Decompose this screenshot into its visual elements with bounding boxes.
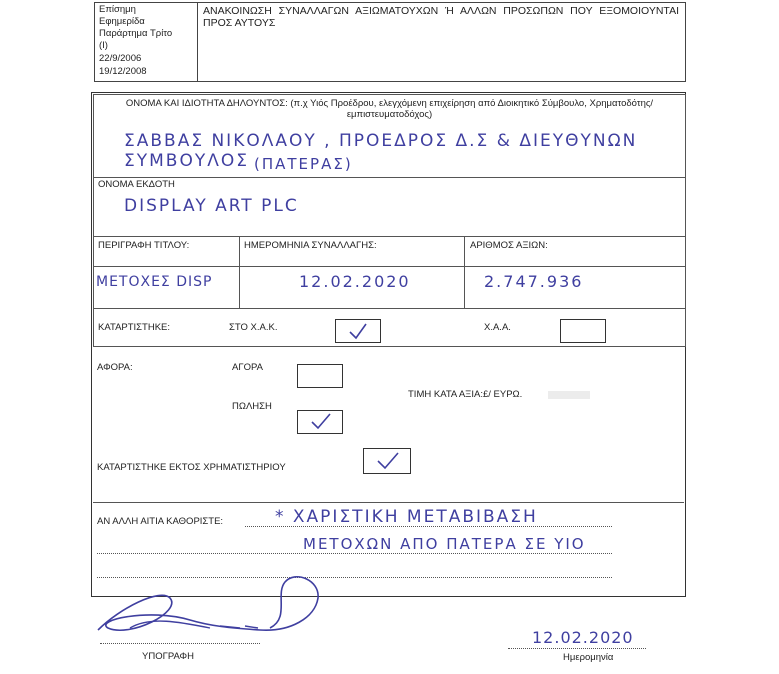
header-left-line: Παράρτημα Τρίτο: [99, 28, 173, 39]
otc-label: ΚΑΤΑΡΤΙΣΤΗΚΕ ΕΚΤΟΣ ΧΡΗΜΑΤΙΣΤΗΡΙΟΥ: [97, 462, 286, 473]
header-table: [94, 2, 686, 82]
header-left-cell: [95, 3, 198, 81]
price-label: ΤΙΜΗ ΚΑΤΑ ΑΞΙΑ:£/ ΕΥΡΩ.: [408, 389, 523, 400]
cse-checkbox[interactable]: [335, 319, 381, 343]
transaction-date-label: ΗΜΕΡΟΜΗΝΙΑ ΣΥΝΑΛΛΑΓΗΣ:: [244, 240, 377, 251]
xaa-label: Χ.Α.Α.: [484, 322, 511, 333]
header-left-line: Επίσημη: [99, 4, 136, 15]
check-mark-icon: [364, 449, 410, 473]
cse-label: ΣΤΟ Χ.Α.Κ.: [229, 322, 278, 333]
header-left-line: 22/9/2006: [99, 53, 142, 64]
regarding-label: ΑΦΟΡΑ:: [97, 362, 133, 373]
other-reason-label: ΑΝ ΑΛΛΗ ΑΙΤΙΑ ΚΑΘΟΡΙΣΤΕ:: [97, 516, 224, 527]
issuer-label: ΟΝΟΜΑ ΕΚΔΟΤΗ: [98, 179, 175, 190]
header-left-line: 19/12/2008: [99, 66, 147, 77]
signature-line: [100, 643, 260, 644]
declarant-value-line2: (ΠΑΤΕΡΑΣ): [254, 155, 353, 173]
buy-label: ΑΓΟΡΑ: [232, 362, 263, 373]
sell-label: ΠΩΛΗΣΗ: [232, 401, 272, 412]
declarant-value-line1: ΣΑΒΒΑΣ ΝΙΚΟΛΑΟΥ , ΠΡΟΕΔΡΟΣ Δ.Σ & ΔΙΕΥΘΥΝΩΝ ΣΥΜΒΟΥΛΟΣ: [124, 131, 638, 171]
shares-count-label: ΑΡΙΘΜΟΣ ΑΞΙΩΝ:: [470, 240, 548, 251]
header-left-line: (Ι): [99, 40, 108, 51]
transaction-date-value: 12.02.2020: [299, 272, 411, 291]
signature-label: ΥΠΟΓΡΑΦΗ: [142, 651, 194, 662]
declarant-section: [93, 94, 686, 178]
otc-checkbox[interactable]: [363, 448, 411, 474]
title-value: ΜΕΤΟΧΕΣ DISP: [96, 274, 213, 290]
price-value-redacted: [548, 391, 590, 399]
issuer-section: [93, 176, 686, 237]
check-mark-icon: [336, 320, 380, 342]
handwritten-signature: [90, 568, 330, 643]
header-left-line: Εφημερίδα: [99, 16, 145, 27]
shares-count-value: 2.747.936: [484, 272, 584, 291]
check-mark-icon: [298, 411, 342, 433]
other-reason-value-line1: * ΧΑΡΙΣΤΙΚΗ ΜΕΤΑΒΙΒΑΣΗ: [275, 507, 538, 527]
date-label: Ημερομηνία: [563, 652, 614, 663]
declarant-label: ΟΝΟΜΑ ΚΑΙ ΙΔΙΟΤΗΤΑ ΔΗΛΟΥΝΤΟΣ: (π.χ Υιός Προέδρου, ελεγχόμενη επιχείρηση από Διοικητικό Σύμβουλο, Χρηματοδότης/ εμπιστευματοδόχος): [125, 98, 654, 120]
form-title: ΑΝΑΚΟΙΝΩΣΗ ΣΥΝΑΛΛΑΓΩΝ ΑΞΙΩΜΑΤΟΥΧΩΝ Ή ΑΛΛΩΝ ΠΡΟΣΩΠΩΝ ΠΟΥ ΕΞΟΜΟΙΟΥΝΤΑΙ ΠΡΟΣ ΑΥΤΟΥΣ: [203, 5, 679, 29]
title-label: ΠΕΡΙΓΡΑΦΗ ΤΙΤΛΟΥ:: [98, 240, 190, 251]
date-line: [508, 648, 646, 649]
security-row: [93, 236, 686, 309]
xaa-checkbox[interactable]: [560, 319, 606, 343]
dotted-line: [97, 553, 612, 554]
security-divider: [464, 236, 465, 308]
signed-date-value: 12.02.2020: [532, 628, 634, 647]
security-divider: [239, 236, 240, 308]
section-divider: [93, 502, 684, 503]
listing-label: ΚΑΤΑΡΤΙΣΤΗΚΕ:: [98, 322, 171, 333]
buy-checkbox[interactable]: [297, 364, 343, 388]
issuer-value: DISPLAY ART PLC: [124, 196, 299, 216]
other-reason-value-line2: ΜΕΤΟΧΩΝ ΑΠΟ ΠΑΤΕΡΑ ΣΕ ΥΙΟ: [303, 535, 586, 553]
sell-checkbox[interactable]: [297, 410, 343, 434]
